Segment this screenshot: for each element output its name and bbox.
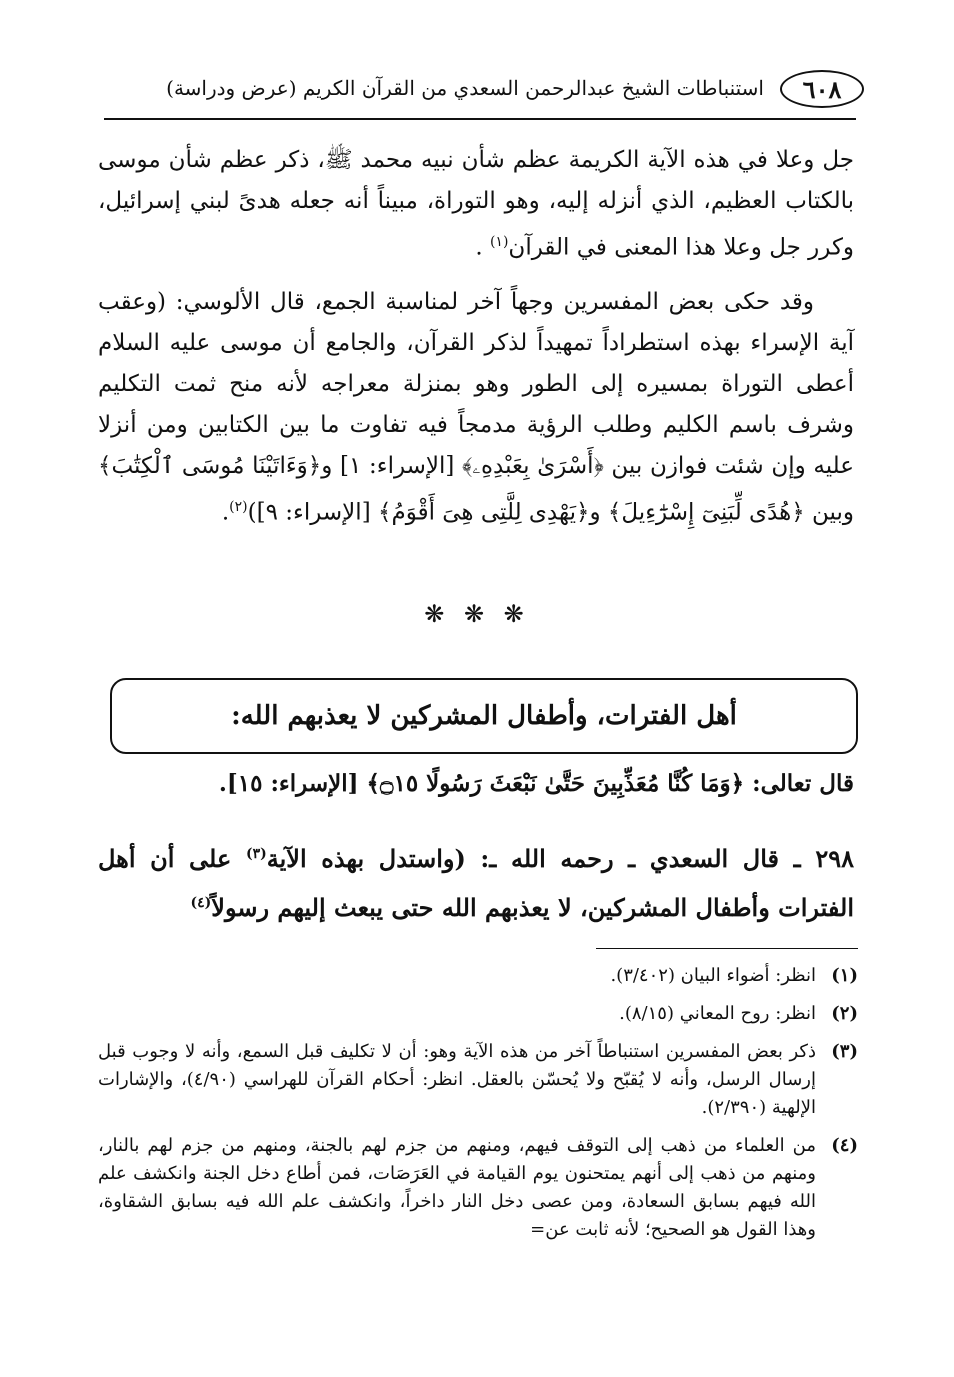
paragraph-1-text: جل وعلا في هذه الآية الكريمة عظم شأن نبيه محمد ﷺ، ذكر عظم شأن موسى بالكتاب العظيم، الذي أنزله إليه، وهو التوراة، مبيناً أنه جعله هدىً لبني إسرائيل، وكرر جل وعلا هذا المعنى في القرآن xyxy=(98,147,854,261)
item-number: ٢٩٨ xyxy=(815,844,854,873)
footnote xyxy=(98,1132,858,1244)
footnote-mark: (١) xyxy=(831,965,858,986)
footnote-text: انظر: روح المعاني (٨/١٥). xyxy=(619,1003,816,1024)
footnote-ref-4: (٤) xyxy=(190,895,212,911)
footnote xyxy=(98,1038,858,1122)
footnote-ref-1: (١) xyxy=(489,234,509,250)
section-separator: ❋ ❋ ❋ xyxy=(424,600,530,628)
section-heading: أهل الفترات، وأطفال المشركين لا يعذبهم الله: xyxy=(231,701,737,731)
footnotes xyxy=(98,962,858,1254)
verse-citation: قال تعالى: ﴿وَمَا كُنَّا مُعَذِّبِينَ حَتَّىٰ نَبْعَثَ رَسُولًا ۝١٥﴾ [الإسراء: ١٥]. xyxy=(218,770,854,797)
footnote xyxy=(98,962,858,990)
paragraph-2 xyxy=(98,282,854,534)
paragraph-2-tail: . xyxy=(221,499,230,526)
footnote-mark: (٢) xyxy=(831,1003,858,1024)
section-heading-box xyxy=(110,678,858,754)
page-header xyxy=(104,66,856,120)
footnote-text: انظر: أضواء البيان (٣/٤٠٢). xyxy=(610,965,816,986)
paragraph-1 xyxy=(98,140,854,269)
paragraph-1-tail: . xyxy=(475,234,490,261)
footnote-ref-3: (٣) xyxy=(245,846,267,862)
page-number: ٦٠٨ xyxy=(780,70,864,108)
footnote xyxy=(98,1000,858,1028)
numbered-item xyxy=(98,832,854,930)
footnote-text: من العلماء من ذهب إلى التوقف فيهم، ومنهم من جزم لهم بالجنة، ومنهم من جزم لهم بالنار، ومنهم من ذهب إلى أنهم يمتحنون يوم القيامة في العَرَصَات، فمن أطاع دخل الجنة وانكشف علم الله فيهم بسابق السعادة، ومن عصى دخل النار داخراً، وانكشف علم الله فيه بسابق الشقاوة، وهذا القول هو الصحيح؛ لأنه ثابت عن= xyxy=(98,1135,816,1240)
footnote-ref-2: (٢) xyxy=(229,499,248,515)
footnote-text: ذكر بعض المفسرين استنباطاً آخر من هذه الآية وهو: أن لا تكليف قبل السمع، وأنه لا وجوب قبل إرسال الرسل، وأنه لا يُقبّح ولا يُحسّن بالعقل. انظر: أحكام القرآن للهراسي (٤/٩٠)، والإشارات الإلهية (٢/٣٩٠). xyxy=(98,1041,816,1118)
item-text-b: على أن أهل الفترات وأطفال المشركين، لا يعذبهم الله حتى يبعث إليهم رسولاً xyxy=(98,844,854,922)
footnote-mark: (٤) xyxy=(831,1135,858,1156)
paragraph-2-text: وقد حكى بعض المفسرين وجهاً آخر لمناسبة الجمع، قال الألوسي: (وعقب آية الإسراء بهذه استطراداً تمهيداً لذكر القرآن، والجامع أن موسى عليه السلام أعطى التوراة بمسيره إلى الطور وهو بمنزلة معراجه لأنه منح ثمت التكليم وشرف باسم الكليم وطلب الرؤية مدمجاً فيه تفاوت ما بين الكتابين ومن أنزلا عليه وإن شئت فوازن بين ﴿أَسْرَىٰ بِعَبْدِهِۦ﴾ [الإسراء: ١] و﴿وَءَاتَيْنَا مُوسَى ٱلْكِتَٰبَ﴾ وبين ﴿هُدًى لِّبَنِىٓ إِسْرَٰٓءِيلَ﴾ و﴿يَهْدِى لِلَّتِى هِىَ أَقْوَمُ﴾ [الإسراء: ٩]) xyxy=(98,289,854,526)
item-text-a: ـ قال السعدي ـ رحمه الله ـ: (واستدل بهذه الآية xyxy=(266,844,801,873)
footnote-mark: (٣) xyxy=(831,1041,858,1062)
running-title: استنباطات الشيخ عبدالرحمن السعدي من القرآن الكريم (عرض ودراسة) xyxy=(166,76,764,100)
footnote-divider xyxy=(596,948,858,949)
